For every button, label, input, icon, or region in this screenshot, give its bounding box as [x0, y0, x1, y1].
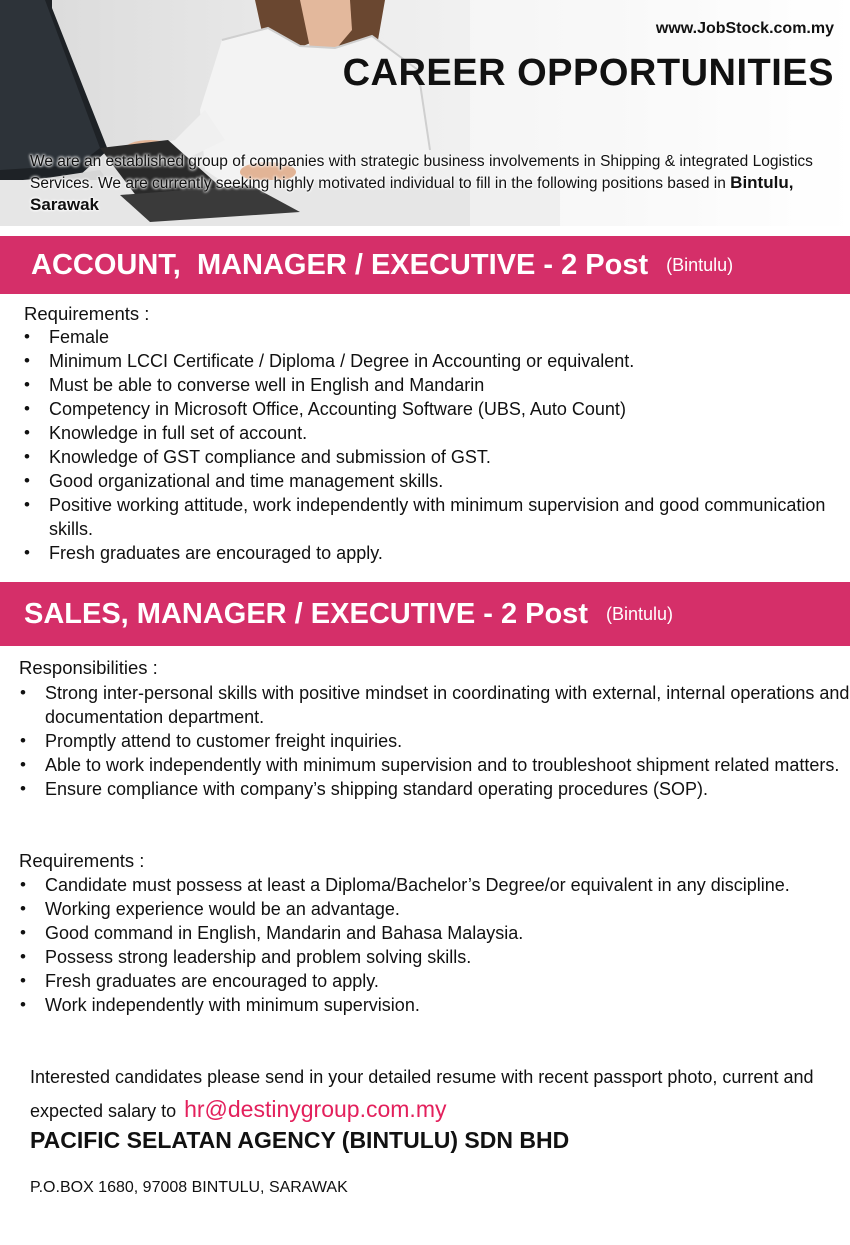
list-item: • Strong inter-personal skills with positive mindset in coordinating with external, internal operations and documentation department. [45, 681, 850, 729]
position-location: (Bintulu) [666, 254, 734, 275]
list-item: • Fresh graduates are encouraged to apply. [45, 969, 835, 993]
intro-text: We are an established group of companies with strategic business involvements in Shipping & integrated Logistics Services. We are currently seeking highly motivated individual to fill in the following positions based in [30, 153, 813, 192]
list-item: • Work independently with minimum supervision. [45, 993, 835, 1017]
list-item: • Minimum LCCI Certificate / Diploma / Degree in Accounting or equivalent. [49, 349, 839, 373]
list-item: • Promptly attend to customer freight inquiries. [45, 729, 850, 753]
position-location: (Bintulu) [605, 603, 674, 624]
list-item: • Good organizational and time management skills. [49, 469, 839, 493]
list-item: • Must be able to converse well in English and Mandarin [49, 373, 839, 397]
list-item: • Positive working attitude, work independently with minimum supervision and good communication skills. [49, 493, 839, 541]
sales-responsibilities-list [45, 681, 850, 801]
contact-email-link[interactable]: hr@destinygroup.com.my [184, 1096, 447, 1122]
responsibilities-heading: Responsibilities : [19, 657, 158, 678]
intro-location: Bintulu, Sarawak [30, 173, 794, 214]
hero-banner [0, 0, 850, 226]
site-url[interactable]: www.JobStock.com.my [655, 20, 834, 37]
list-item: • Candidate must possess at least a Diploma/Bachelor’s Degree/or equivalent in any discipline. [45, 873, 835, 897]
sales-requirements-list [45, 873, 835, 1017]
list-item: • Knowledge in full set of account. [49, 421, 839, 445]
company-address: P.O.BOX 1680, 97008 BINTULU, SARAWAK [30, 1179, 348, 1196]
account-requirements-list [49, 325, 839, 565]
list-item: • Working experience would be an advantage. [45, 897, 835, 921]
position-banner-account [0, 236, 850, 294]
company-intro [30, 151, 830, 216]
apply-text: Interested candidates please send in your detailed resume with recent passport photo, current and expected salary to [30, 1067, 814, 1121]
position-title: ACCOUNT, MANAGER / EXECUTIVE - 2 Post [31, 248, 649, 281]
list-item: • Good command in English, Mandarin and Bahasa Malaysia. [45, 921, 835, 945]
page-title: CAREER OPPORTUNITIES [342, 52, 834, 94]
requirements-heading: Requirements : [19, 850, 145, 871]
application-instructions [30, 1061, 830, 1127]
list-item: • Knowledge of GST compliance and submission of GST. [49, 445, 839, 469]
position-title: SALES, MANAGER / EXECUTIVE - 2 Post [24, 597, 588, 630]
requirements-heading: Requirements : [24, 303, 150, 324]
position-banner-sales [0, 582, 850, 646]
company-name: PACIFIC SELATAN AGENCY (BINTULU) SDN BHD [30, 1127, 570, 1153]
list-item: • Possess strong leadership and problem solving skills. [45, 945, 835, 969]
list-item: • Able to work independently with minimum supervision and to troubleshoot shipment related matters. [45, 753, 850, 777]
list-item: • Female [49, 325, 839, 349]
list-item: • Ensure compliance with company’s shipping standard operating procedures (SOP). [45, 777, 850, 801]
list-item: • Fresh graduates are encouraged to apply. [49, 541, 839, 565]
list-item: • Competency in Microsoft Office, Accounting Software (UBS, Auto Count) [49, 397, 839, 421]
